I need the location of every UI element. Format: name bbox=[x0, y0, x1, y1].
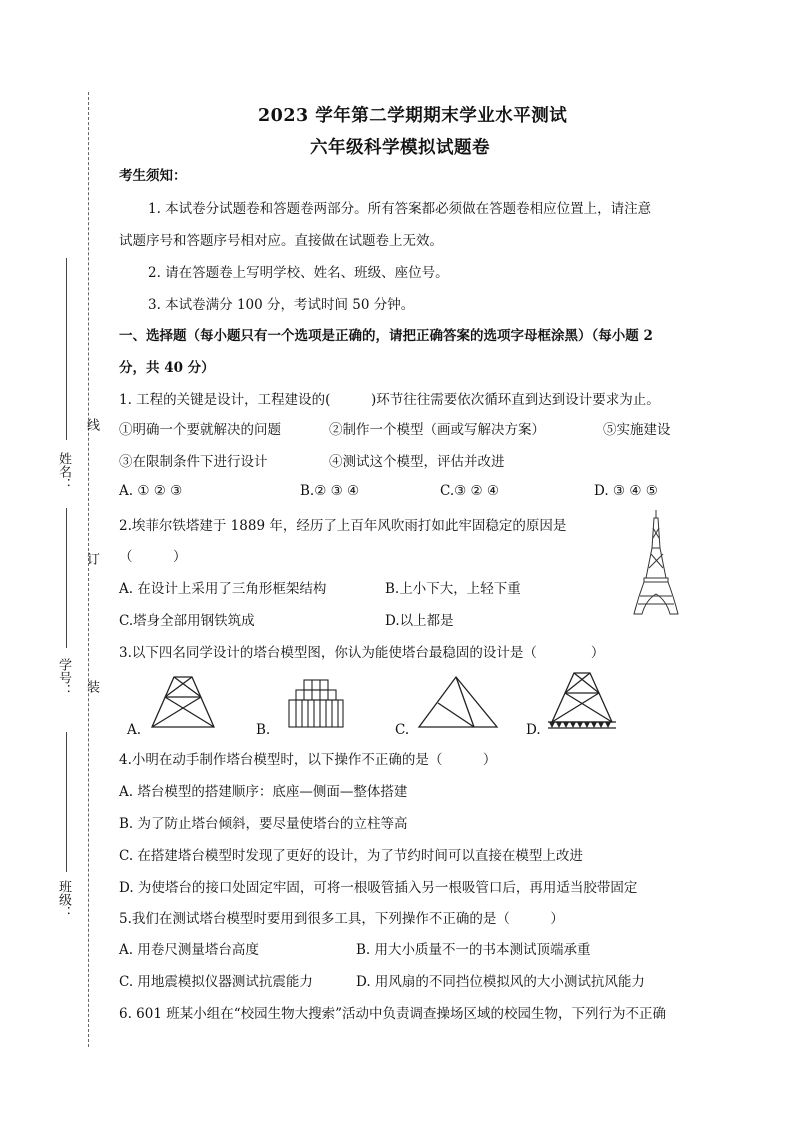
q5-option-a[interactable]: A. 用卷尺测量塔台高度 bbox=[119, 942, 259, 958]
q3-option-a[interactable]: A. bbox=[127, 722, 142, 738]
q2-option-c[interactable]: C.塔身全部用钢铁筑成 bbox=[119, 613, 255, 629]
q3-tower-d-diagram bbox=[546, 672, 618, 732]
exam-title-line2: 六年级科学模拟试题卷 bbox=[310, 138, 490, 158]
q2-option-a[interactable]: A. 在设计上采用了三角形框架结构 bbox=[119, 581, 327, 597]
q1-option-b[interactable]: B.② ③ ④ bbox=[300, 483, 360, 499]
q1-option-a[interactable]: A. ① ② ③ bbox=[119, 483, 183, 499]
id-fill-line[interactable] bbox=[66, 508, 67, 648]
q2-stem: 2.埃菲尔铁塔建于 1889 年，经历了上百年风吹雨打如此牢固稳定的原因是 bbox=[119, 518, 567, 534]
q5-option-d[interactable]: D. 用风扇的不同挡位模拟风的大小测试抗风能力 bbox=[356, 974, 645, 990]
q1-step-4: ④测试这个模型，评估并改进 bbox=[329, 454, 505, 470]
q5-option-c[interactable]: C. 用地震模拟仪器测试抗震能力 bbox=[119, 974, 313, 990]
exam-title-line1: 2023 学年第二学期期末学业水平测试 bbox=[258, 106, 568, 126]
q4-stem: 4.小明在动手制作塔台模型时，以下操作不正确的是（ ） bbox=[119, 752, 497, 768]
q1-step-2: ②制作一个模型（画或写解决方案） bbox=[329, 422, 545, 438]
q4-option-d[interactable]: D. 为使塔台的接口处固定牢固，可将一根吸管插入另一根吸管口后，再用适当胶带固定 bbox=[119, 880, 638, 896]
q2-option-b[interactable]: B.上小下大，上轻下重 bbox=[385, 581, 521, 597]
section1-heading-line2: 分，共 40 分） bbox=[119, 360, 215, 376]
notice-item3: 3. 本试卷满分 100 分，考试时间 50 分钟。 bbox=[148, 297, 415, 313]
q3-tower-b-diagram bbox=[288, 680, 344, 728]
q3-option-b[interactable]: B. bbox=[256, 722, 271, 738]
q5-option-b[interactable]: B. 用大小质量不一的书本测试顶端承重 bbox=[356, 942, 591, 958]
notice-heading: 考生须知： bbox=[119, 168, 187, 184]
q2-answer-paren[interactable]: （ ） bbox=[119, 549, 187, 565]
name-label: 姓名： bbox=[56, 452, 71, 491]
q1-step-3: ③在限制条件下进行设计 bbox=[119, 454, 268, 470]
q3-tower-a-diagram bbox=[148, 676, 218, 728]
q3-option-c[interactable]: C. bbox=[395, 722, 410, 738]
class-label: 班级： bbox=[56, 880, 71, 919]
q4-option-c[interactable]: C. 在搭建塔台模型时发现了更好的设计，为了节约时间可以直接在模型上改进 bbox=[119, 848, 583, 864]
class-fill-line[interactable] bbox=[66, 732, 67, 872]
binding-dashed-line bbox=[88, 92, 89, 1047]
q4-option-a[interactable]: A. 塔台模型的搭建顺序：底座—侧面—整体搭建 bbox=[119, 784, 408, 800]
margin-char-xian: 线 bbox=[84, 418, 99, 431]
q1-option-d[interactable]: D. ③ ④ ⑤ bbox=[594, 483, 658, 499]
eiffel-tower-image bbox=[632, 510, 680, 616]
q1-stem: 1. 工程的关键是设计，工程建设的( )环节往往需要依次循环直到达到设计要求为止。 bbox=[119, 392, 660, 408]
section1-heading-line1: 一、选择题（每小题只有一个选项是正确的，请把正确答案的选项字母框涂黑）（每小题 2 bbox=[119, 328, 653, 344]
q1-option-c[interactable]: C.③ ② ④ bbox=[440, 483, 500, 499]
q3-option-d[interactable]: D. bbox=[526, 722, 541, 738]
margin-char-zhuang: 装 bbox=[84, 680, 99, 693]
q3-tower-c-diagram bbox=[418, 676, 498, 728]
q2-option-d[interactable]: D.以上都是 bbox=[385, 613, 454, 629]
q1-step-5: ⑤实施建设 bbox=[603, 422, 671, 438]
margin-char-ding: 订 bbox=[84, 552, 99, 565]
q5-stem: 5.我们在测试塔台模型时要用到很多工具，下列操作不正确的是（ ） bbox=[119, 911, 564, 927]
name-fill-line[interactable] bbox=[66, 258, 67, 440]
id-label: 学号： bbox=[56, 658, 71, 697]
q1-step-1: ①明确一个要就解决的问题 bbox=[119, 422, 281, 438]
q6-stem: 6. 601 班某小组在“校园生物大搜索”活动中负责调查操场区域的校园生物，下列行为不正确 bbox=[119, 1006, 667, 1022]
notice-item2: 2. 请在答题卷上写明学校、姓名、班级、座位号。 bbox=[148, 265, 449, 281]
q3-stem: 3.以下四名同学设计的塔台模型图，你认为能使塔台最稳固的设计是（ ） bbox=[119, 645, 605, 661]
notice-item1-line1: 1. 本试卷分试题卷和答题卷两部分。所有答案都必须做在答题卷相应位置上，请注意 bbox=[148, 201, 652, 217]
q4-option-b[interactable]: B. 为了防止塔台倾斜，要尽量使塔台的立柱等高 bbox=[119, 816, 408, 832]
notice-item1-line2: 试题序号和答题序号相对应。直接做在试题卷上无效。 bbox=[119, 233, 443, 249]
